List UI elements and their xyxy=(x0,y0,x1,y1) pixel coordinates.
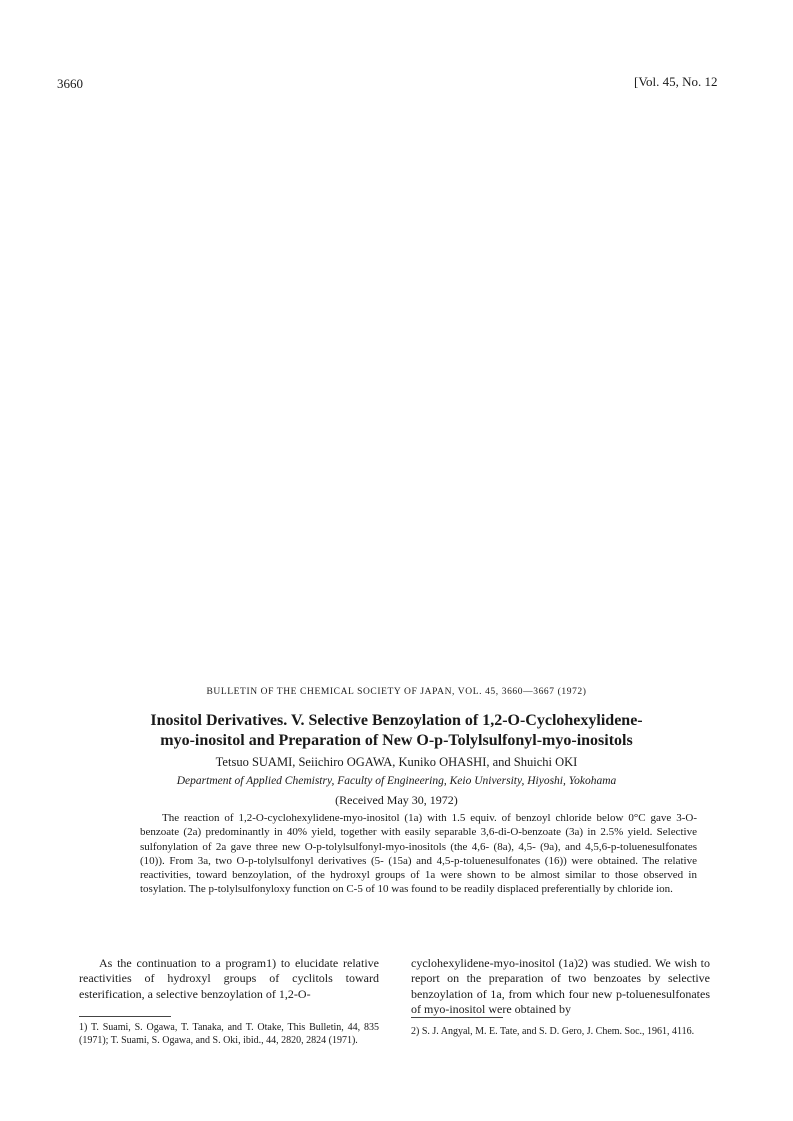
body-text-right: cyclohexylidene-myo-inositol (1a)2) was studied. We wish to report on the preparation of two benzoates by selective benzoylation of 1a, from which four new p-toluenesulfonates of myo-inositol were obtained by xyxy=(411,956,710,1017)
journal-citation-line: BULLETIN OF THE CHEMICAL SOCIETY OF JAPAN, VOL. 45, 3660—3667 (1972) xyxy=(206,687,587,697)
footnote-1: 1) T. Suami, S. Ogawa, T. Tanaka, and T. Otake, This Bulletin, 44, 835 (1971); T. Suami, S. Ogawa, and S. Oki, ibid., 44, 2820, 2824 (1971). xyxy=(79,1022,379,1046)
title-line-1: Inositol Derivatives. V. Selective Benzoylation of 1,2-O-Cyclohexylidene- xyxy=(150,712,643,729)
title-line-2: myo-inositol and Preparation of New O-p-Tolylsulfonyl-myo-inositols xyxy=(160,732,633,749)
abstract-text: The reaction of 1,2-O-cyclohexylidene-myo-inositol (1a) with 1.5 equiv. of benzoyl chloride below 0°C gave 3-O-benzoate (2a) predominantly in 40% yield, together with easily separable 3,6-di-O-benzoate (3a) in 2.5% yield. Selective sulfonylation of 2a gave three new O-p-tolylsulfonyl-myo-inositols (the 4,6- (8a), 4,5- (9a), and 4,5,6-p-toluenesulfonates (10)). From 3a, two O-p-tolylsulfonyl derivatives (5- (15a) and 4,5-p-toluenesulfonates (16)) were obtained. The relative reactivities, toward benzoylation, of the hydroxyl groups of 1a were shown to be almost similar to those observed in tosylation. The p-tolylsulfonyloxy function on C-5 of 10 was found to be readily displaced preferentially by chloride ion. xyxy=(140,812,697,896)
article-title xyxy=(60,711,733,751)
body-text-left: As the continuation to a program1) to elucidate relative reactivities of hydroxyl groups of cyclitols toward esterification, a selective benzoylation of 1,2-O- xyxy=(79,956,379,1001)
body-column-left xyxy=(79,956,379,1002)
volume-info: [Vol. 45, No. 12 xyxy=(634,74,718,89)
affiliation: Department of Applied Chemistry, Faculty of Engineering, Keio University, Hiyoshi, Yokohama xyxy=(176,775,617,787)
footnote-left xyxy=(79,1021,379,1047)
page-number: 3660 xyxy=(57,76,83,91)
footnote-divider-left xyxy=(79,1016,171,1017)
authors: Tetsuo SUAMI, Seiichiro OGAWA, Kuniko OHASHI, and Shuichi OKI xyxy=(215,755,578,769)
abstract xyxy=(140,811,697,897)
body-column-right xyxy=(411,956,710,1018)
footnote-right xyxy=(411,1025,710,1038)
footnote-2: 2) S. J. Angyal, M. E. Tate, and S. D. Gero, J. Chem. Soc., 1961, 4116. xyxy=(411,1026,695,1037)
received-date: (Received May 30, 1972) xyxy=(335,793,458,807)
footnote-divider-right xyxy=(411,1017,503,1018)
